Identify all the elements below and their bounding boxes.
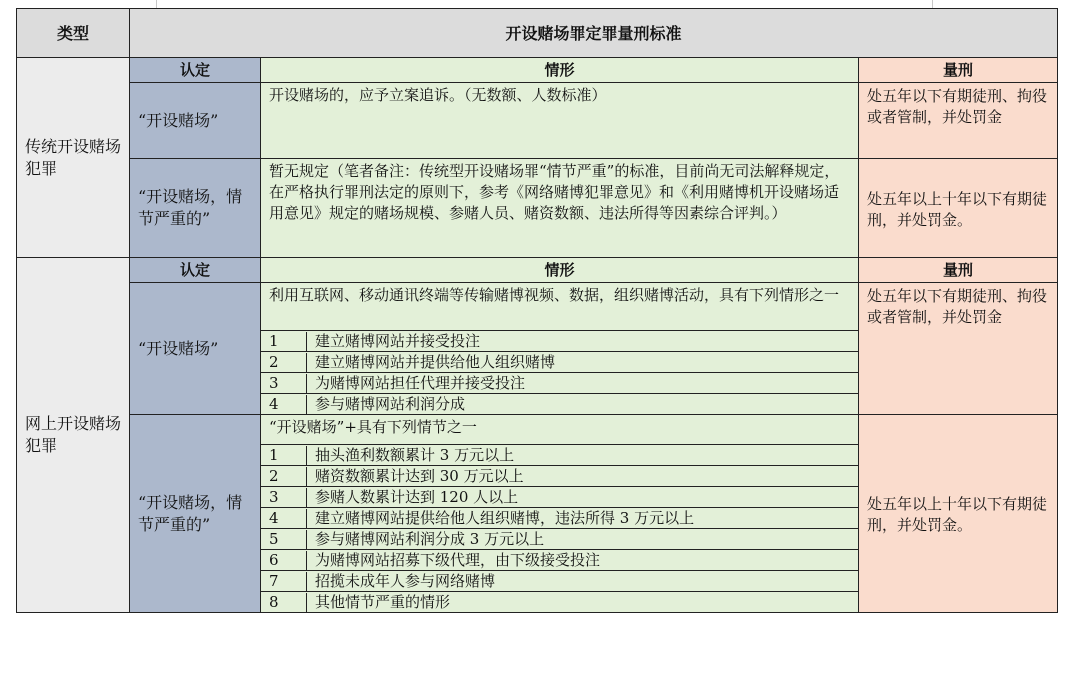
- rending-cell: “开设赌场”: [130, 83, 261, 159]
- item-text: 招揽未成年人参与网络赌博: [315, 571, 496, 590]
- item-text: 建立赌博网站并提供给他人组织赌博: [315, 352, 556, 371]
- page-edge-mark: [932, 0, 933, 8]
- item-number: 2: [261, 353, 307, 372]
- rending-cell: “开设赌场，情节严重的”: [130, 159, 261, 258]
- item-text: 其他情节严重的情形: [315, 592, 451, 611]
- qingxing-intro: 利用互联网、移动通讯终端等传输赌博视频、数据，组织赌博活动，具有下列情形之一: [261, 283, 859, 331]
- item-number: 2: [261, 467, 307, 486]
- qingxing-intro: “开设赌场”+具有下列情节之一: [261, 415, 859, 445]
- item-number: 3: [261, 374, 307, 393]
- table-title: 开设赌场罪定罪量刑标准: [130, 9, 1058, 58]
- section-type-traditional: 传统开设赌场犯罪: [17, 58, 130, 258]
- subheader-row: [17, 258, 1058, 283]
- item-text: 抽头渔利数额累计 3 万元以上: [315, 445, 515, 464]
- item-text: 为赌博网站招募下级代理，由下级接受投注: [315, 550, 601, 569]
- qingxing-cell: 开设赌场的，应予立案追诉。（无数额、人数标准）: [261, 83, 859, 159]
- item-number: 4: [261, 395, 307, 414]
- page-edge-mark: [156, 0, 157, 8]
- liangxing-cell: 处五年以上十年以下有期徒刑，并处罚金。: [859, 159, 1058, 258]
- rending-header: 认定: [130, 258, 261, 283]
- rending-cell: “开设赌场”: [130, 283, 261, 415]
- item-number: 6: [261, 551, 307, 570]
- table-row: [17, 283, 1058, 331]
- header-row: [17, 9, 1058, 58]
- type-header: 类型: [17, 9, 130, 58]
- item-text: 参与赌博网站利润分成 3 万元以上: [315, 529, 545, 548]
- qingxing-header: 情形: [261, 58, 859, 83]
- item-number: 1: [261, 446, 307, 465]
- qingxing-header: 情形: [261, 258, 859, 283]
- sentencing-standards-table: [16, 8, 1058, 613]
- qingxing-cell: 暂无规定（笔者备注：传统型开设赌场罪“情节严重”的标准，目前尚无司法解释规定，在严格执行罪刑法定的原则下，参考《网络赌博犯罪意见》和《利用赌博机开设赌场适用意见》规定的赌场规模、参赌人员、赌资数额、违法所得等因素综合评判。）: [261, 159, 859, 258]
- item-number: 3: [261, 488, 307, 507]
- rending-header: 认定: [130, 58, 261, 83]
- item-number: 1: [261, 332, 307, 351]
- item-text: 赌资数额累计达到 30 万元以上: [315, 466, 524, 485]
- item-number: 5: [261, 530, 307, 549]
- item-text: 参与赌博网站利润分成: [315, 394, 466, 413]
- liangxing-header: 量刑: [859, 58, 1058, 83]
- liangxing-cell: 处五年以下有期徒刑、拘役或者管制，并处罚金: [859, 283, 1058, 415]
- item-number: 4: [261, 509, 307, 528]
- rending-cell: “开设赌场，情节严重的”: [130, 415, 261, 613]
- item-text: 建立赌博网站并接受投注: [315, 331, 481, 350]
- item-text: 建立赌博网站提供给他人组织赌博，违法所得 3 万元以上: [315, 508, 695, 527]
- item-text: 参赌人数累计达到 120 人以上: [315, 487, 519, 506]
- subheader-row: [17, 58, 1058, 83]
- liangxing-header: 量刑: [859, 258, 1058, 283]
- table-row: [17, 83, 1058, 159]
- item-number: 8: [261, 593, 307, 612]
- section-type-online: 网上开设赌场犯罪: [17, 258, 130, 613]
- table-row: [17, 159, 1058, 258]
- item-number: 7: [261, 572, 307, 591]
- liangxing-cell: 处五年以上十年以下有期徒刑，并处罚金。: [859, 415, 1058, 613]
- liangxing-cell: 处五年以下有期徒刑、拘役或者管制，并处罚金: [859, 83, 1058, 159]
- table-row: [17, 415, 1058, 445]
- item-text: 为赌博网站担任代理并接受投注: [315, 373, 526, 392]
